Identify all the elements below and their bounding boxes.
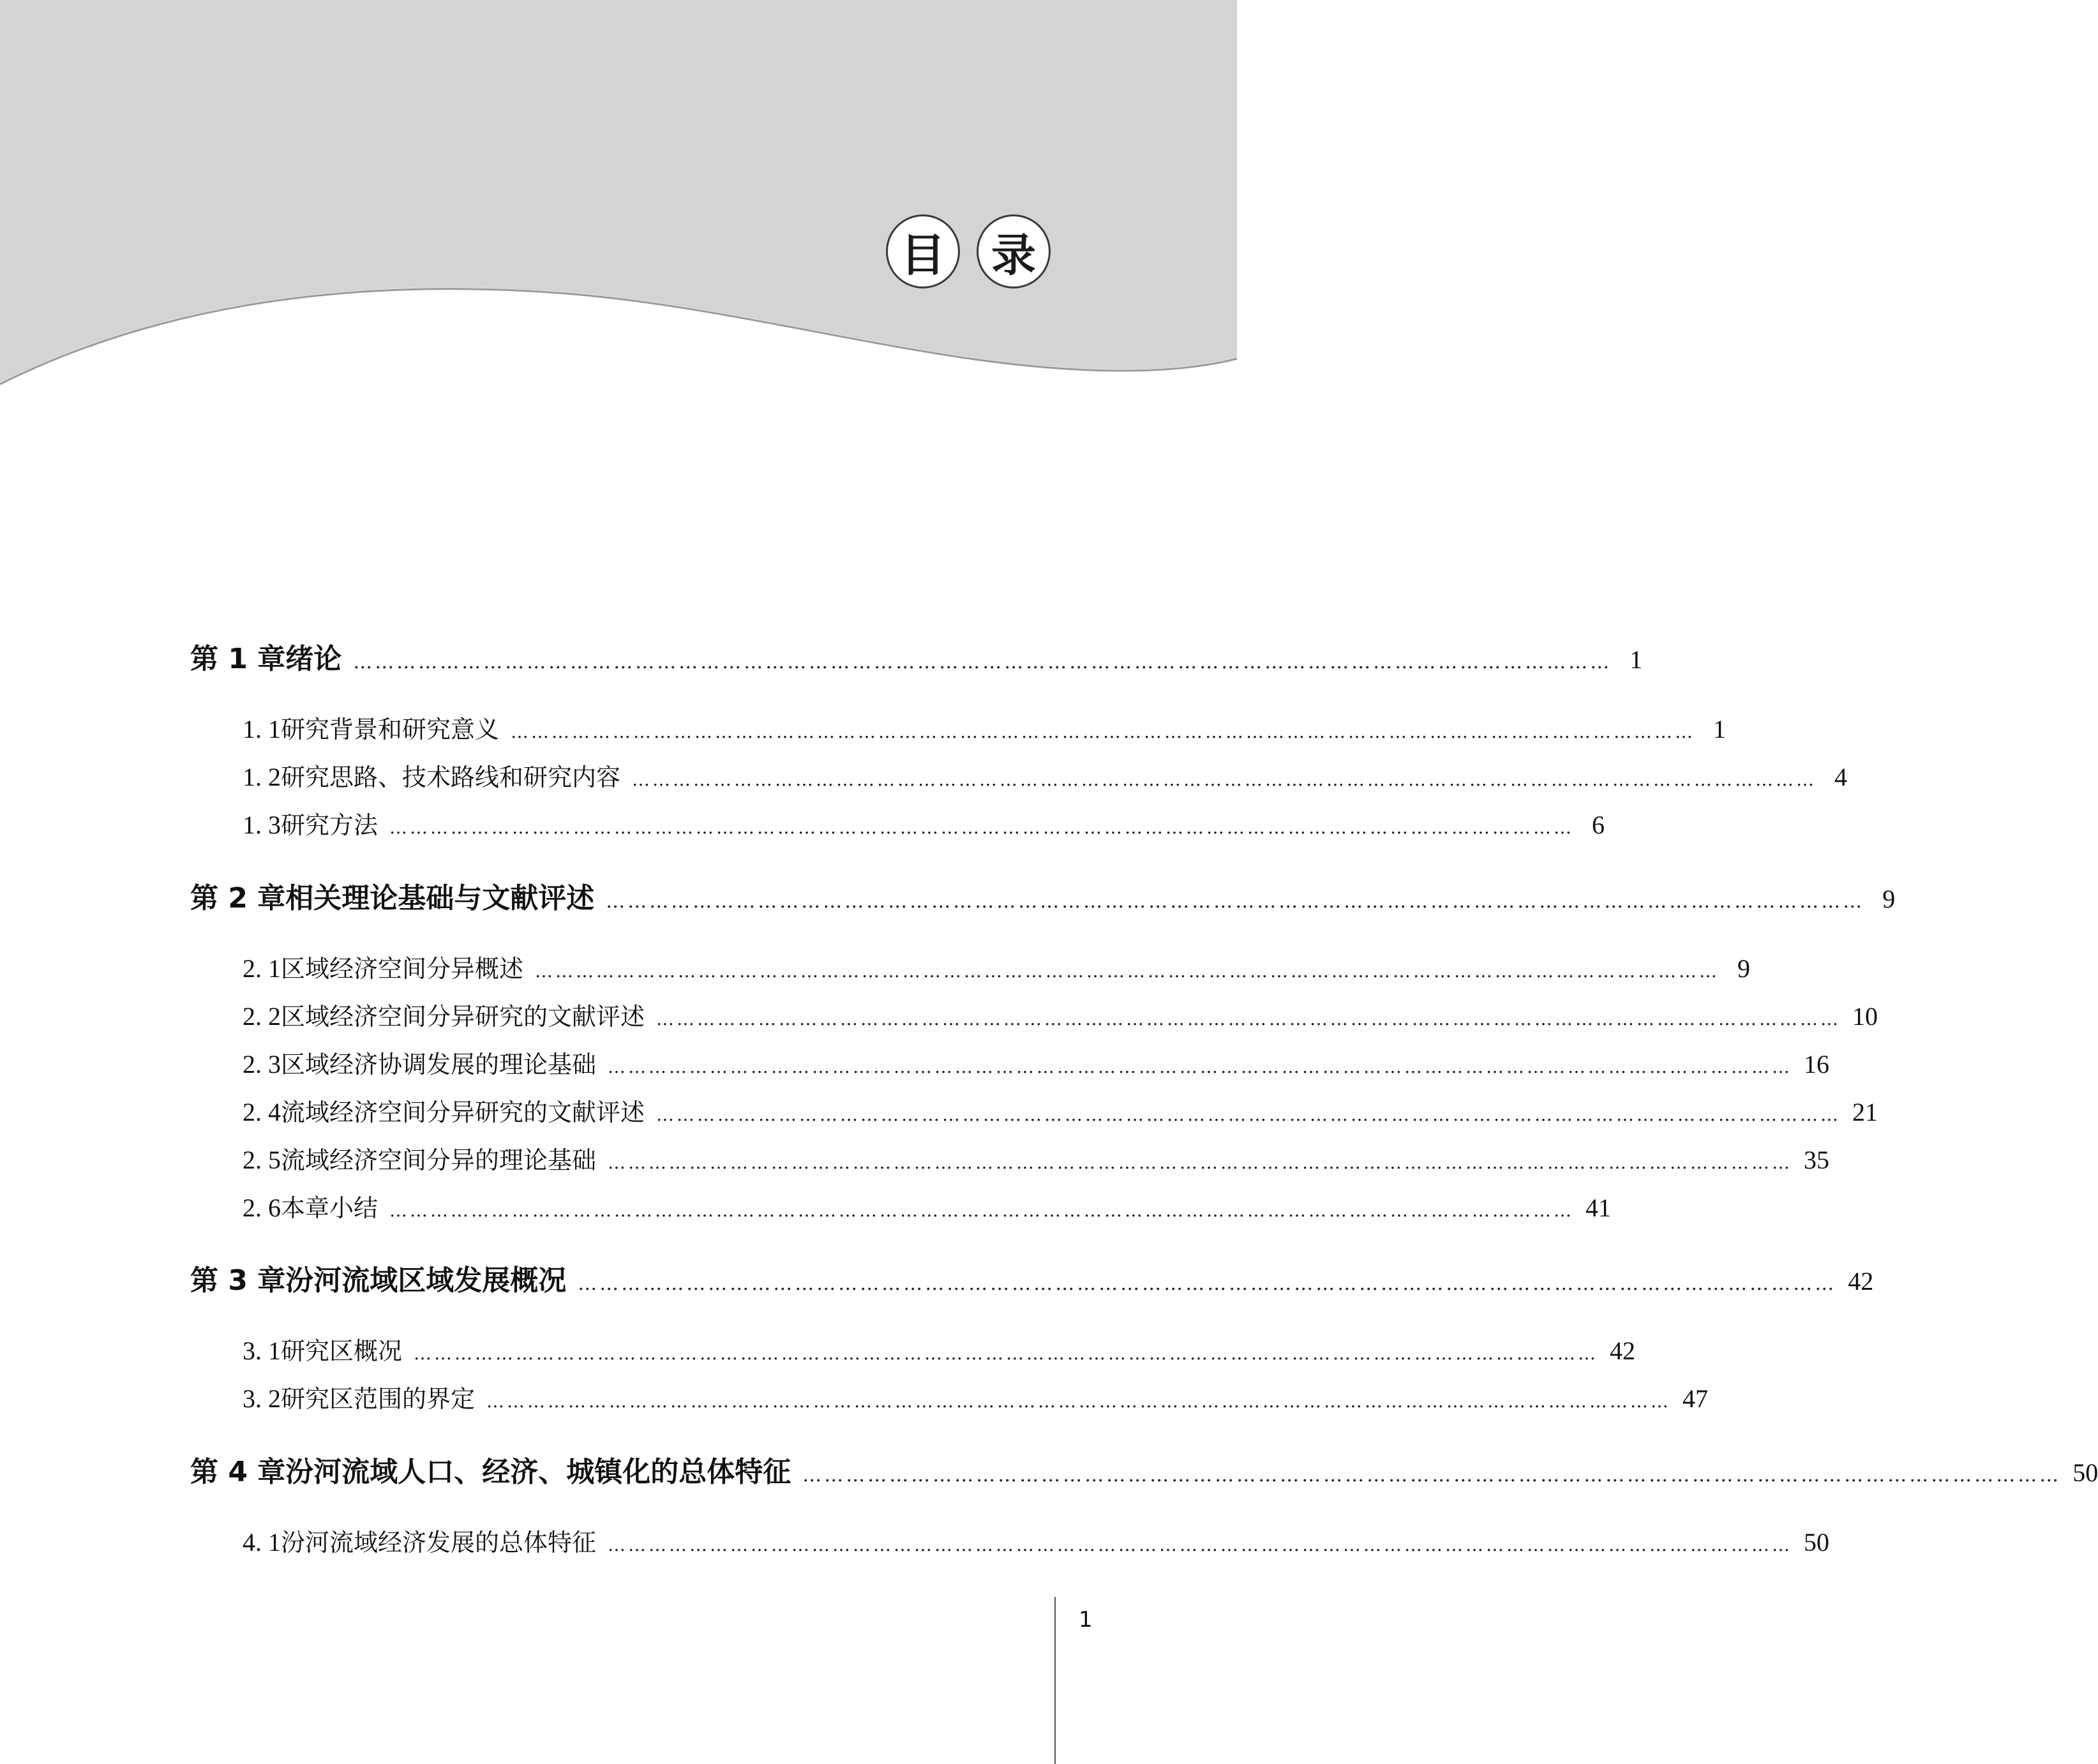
section-title: 研究区概况 [281,1337,403,1365]
toc-section-1-2[interactable] [243,758,1848,793]
page-number: 1 [1079,1607,1093,1633]
toc-chapter-3[interactable] [190,1257,1874,1298]
chapter-label: 第 3 章 [190,1264,286,1297]
toc-section-1-3[interactable] [243,805,1605,841]
header-wave-background [0,0,1237,396]
toc-section-2-5[interactable] [243,1140,1830,1176]
leader-dots: ………………………………………………………………………………………………………………………………………………………… [511,721,1696,742]
toc-chapter-4[interactable] [190,1449,2098,1490]
page-ref: 35 [1804,1146,1830,1174]
leader-dots: ………………………………………………………………………………………………………………………………………………………… [608,1152,1793,1173]
section-label: 3. 2 [243,1384,281,1413]
page-ref: 1 [1630,645,1643,674]
chapter-label: 第 4 章 [190,1456,286,1488]
toc-title-char-2: 录 [977,214,1051,288]
leader-dots: ………………………………………………………………………………………………………………………………………………………… [414,1343,1599,1364]
toc-section-2-1[interactable] [243,949,1751,984]
page-ref: 50 [2072,1458,2098,1487]
page-ref: 4 [1834,763,1848,791]
section-title: 研究背景和研究意义 [281,715,500,744]
section-label: 2. 4 [243,1098,281,1126]
section-title: 区域经济空间分异概述 [281,955,524,983]
toc-section-2-4[interactable] [243,1093,1878,1128]
page-ref: 1 [1713,715,1727,744]
leader-dots: ………………………………………………………………………………………………………………………………………………………… [606,890,1865,913]
section-label: 2. 2 [243,1002,281,1031]
toc-section-1-1[interactable] [243,710,1727,745]
leader-dots: ………………………………………………………………………………………………………………………………………………………… [608,1056,1793,1077]
section-label: 2. 5 [243,1146,281,1174]
section-title: 汾河流域经济发展的总体特征 [281,1529,597,1557]
chapter-title: 汾河流域区域发展概况 [285,1264,567,1297]
leader-dots: ………………………………………………………………………………………………………………………………………………………… [389,1200,1575,1221]
toc-chapter-1[interactable] [190,636,1643,676]
page-ref: 6 [1592,811,1605,839]
leader-dots: ………………………………………………………………………………………………………………………………………………………… [486,1391,1672,1412]
section-title: 研究区范围的界定 [281,1385,476,1413]
footer-rule [1054,1597,1056,1764]
leader-dots: ………………………………………………………………………………………………………………………………………………………… [632,769,1817,790]
section-label: 1. 2 [243,763,281,791]
page-ref: 47 [1682,1384,1709,1413]
toc-section-4-1[interactable] [243,1523,1830,1558]
leader-dots: ………………………………………………………………………………………………………………………………………………………… [608,1534,1793,1555]
toc-title-char-1: 目 [886,214,960,288]
section-label: 4. 1 [243,1528,281,1557]
contents-heading-en: CONTENTS [659,238,882,281]
toc-section-3-1[interactable] [243,1331,1636,1366]
chapter-title: 相关理论基础与文献评述 [285,882,595,915]
page-ref: 16 [1804,1050,1830,1079]
section-title: 本章小结 [281,1194,378,1222]
toc-chapter-2[interactable] [190,875,1896,916]
leader-dots: ………………………………………………………………………………………………………………………………………………………… [535,960,1720,982]
page-ref: 42 [1610,1336,1636,1365]
section-label: 3. 1 [243,1336,281,1365]
section-title: 研究方法 [281,811,378,839]
section-title: 区域经济空间分异研究的文献评述 [281,1003,645,1031]
leader-dots: ………………………………………………………………………………………………………………………………………………………… [578,1273,1837,1295]
chapter-title: 绪论 [285,643,342,675]
section-label: 2. 1 [243,954,281,983]
chapter-title: 汾河流域人口、经济、城镇化的总体特征 [285,1456,791,1488]
chapter-label: 第 2 章 [190,882,286,915]
section-label: 1. 1 [243,715,281,744]
leader-dots: ………………………………………………………………………………………………………………………………………………………… [656,1008,1841,1029]
section-title: 流域经济空间分异研究的文献评述 [281,1098,645,1126]
leader-dots: ………………………………………………………………………………………………………………………………………………………… [656,1104,1841,1125]
page-ref: 21 [1852,1098,1878,1126]
page-ref: 9 [1737,954,1751,983]
toc-section-2-2[interactable] [243,997,1878,1032]
section-label: 1. 3 [243,811,281,839]
toc-section-3-2[interactable] [243,1379,1709,1414]
toc-section-2-3[interactable] [243,1045,1830,1080]
section-label: 2. 6 [243,1193,281,1222]
page-ref: 9 [1882,885,1896,913]
leader-dots: ………………………………………………………………………………………………………………………………………………………… [389,817,1575,838]
section-title: 研究思路、技术路线和研究内容 [281,763,621,791]
section-title: 流域经济空间分异的理论基础 [281,1146,597,1174]
page-ref: 42 [1848,1267,1874,1296]
section-label: 2. 3 [243,1050,281,1079]
page-ref: 41 [1585,1193,1612,1222]
chapter-label: 第 1 章 [190,643,286,675]
leader-dots: ………………………………………………………………………………………………………………………………………………………… [353,651,1612,673]
page-ref: 10 [1852,1002,1878,1031]
page-ref: 50 [1804,1528,1830,1557]
toc-section-2-6[interactable] [243,1188,1612,1223]
section-title: 区域经济协调发展的理论基础 [281,1050,597,1079]
leader-dots: ………………………………………………………………………………………………………………………………………………………… [802,1464,2062,1486]
